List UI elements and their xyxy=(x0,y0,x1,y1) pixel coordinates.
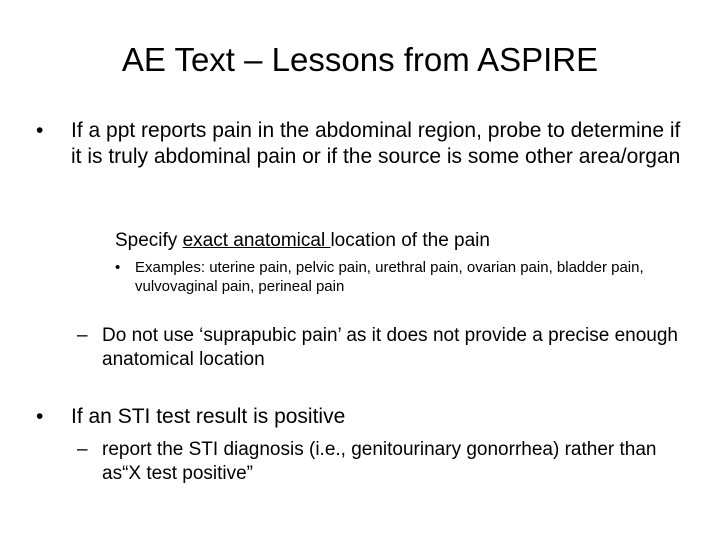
specify-suffix: location of the pain xyxy=(330,230,490,251)
specify-location-line xyxy=(115,229,695,253)
dash-text: Do not use ‘suprapubic pain’ as it does not provide a precise enough anatomical location xyxy=(102,325,679,370)
bullet-text: If an STI test result is positive xyxy=(71,405,346,428)
bullet-abdominal-pain xyxy=(36,118,696,170)
dash-item-sti-diagnosis xyxy=(77,438,687,486)
dash-marker: – xyxy=(77,439,88,460)
slide-title: AE Text – Lessons from ASPIRE xyxy=(121,41,599,78)
dash-item-suprapubic xyxy=(77,324,687,372)
bullet-marker: • xyxy=(36,405,44,428)
bullet-marker: • xyxy=(36,119,44,142)
specify-emphasis: exact anatomical xyxy=(182,230,331,251)
examples-text: Examples: uterine pain, pelvic pain, urethral pain, ovarian pain, bladder pain, vulvovaginal pain, perineal pain xyxy=(135,259,644,295)
bullet-examples xyxy=(115,258,695,296)
bullet-text: If a ppt reports pain in the abdominal region, probe to determine if it is truly abdominal pain or if the source is some other area/organ xyxy=(71,119,681,168)
dash-marker: – xyxy=(77,325,88,346)
dash-text: report the STI diagnosis (i.e., genitourinary gonorrhea) rather than as“X test positive” xyxy=(102,439,657,484)
bullet-sti-test xyxy=(36,404,696,430)
bullet-marker: • xyxy=(115,259,121,276)
specify-prefix: Specify xyxy=(115,230,183,251)
